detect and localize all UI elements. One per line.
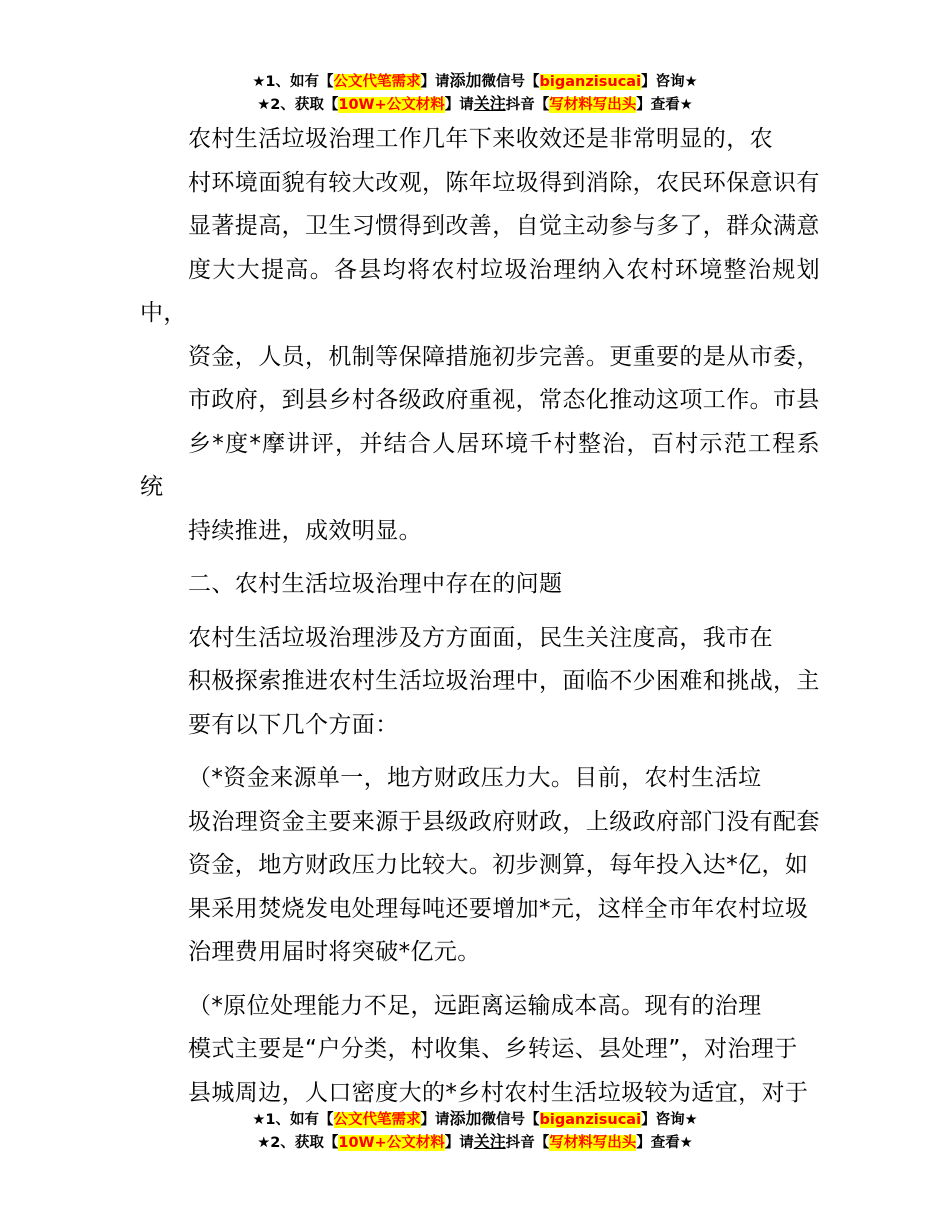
banner-text: 】查看★ <box>636 1135 693 1151</box>
banner-line-1 <box>0 1108 950 1131</box>
text-line: 要有以下几个方面： <box>188 711 399 738</box>
banner-text: 】咨询★ <box>641 74 698 90</box>
banner-emphasis: 关注 <box>473 94 506 113</box>
highlight-materials: 10W+公文材料 <box>338 97 445 113</box>
banner-text: ★1、如有【 <box>252 1112 334 1128</box>
text-line: 积极探索推进农村生活垃圾治理中，面临不少困难和挑战，主 <box>188 668 820 694</box>
highlight-materials: 10W+公文材料 <box>338 1135 445 1151</box>
banner-text: ★1、如有【 <box>252 74 334 90</box>
banner-text: 】查看★ <box>636 97 693 113</box>
highlight-douyin-account: 写材料写出头 <box>549 1135 637 1151</box>
highlight-wechat-id: biganzisucai <box>539 1112 642 1128</box>
text-line: 市政府，到县乡村各级政府重视，常态化推动这项工作。市县 <box>188 387 820 413</box>
text-line: （*原位处理能力不足，远距离运输成本高。现有的治理 <box>188 992 762 1019</box>
paragraph-achievements <box>140 118 820 553</box>
highlight-wechat-id: biganzisucai <box>539 74 642 90</box>
heading-text: 二、农村生活垃圾治理中存在的问题 <box>188 571 563 597</box>
text-line: 农村生活垃圾治理工作几年下来收效还是非常明显的，农 <box>188 126 773 152</box>
paragraph-intro <box>140 617 820 748</box>
banner-text: 】请 <box>444 97 474 113</box>
paragraph-processing <box>140 985 820 1116</box>
banner-emphasis: 添加 <box>449 71 482 90</box>
banner-text: 】咨询★ <box>641 1112 698 1128</box>
footer-banner <box>0 1108 950 1154</box>
header-banner <box>0 70 950 116</box>
text-line: 持续推进，成效明显。 <box>188 517 422 544</box>
text-line: 农村生活垃圾治理涉及方方面面，民生关注度高，我市在 <box>188 624 773 651</box>
text-line: 乡*度*摩讲评，并结合人居环境千村整治，百村示范工程系统 <box>140 430 820 500</box>
text-line: 圾治理资金主要来源于县级政府财政，上级政府部门没有配套 <box>188 808 820 835</box>
banner-text: 抖音【 <box>505 1135 550 1151</box>
banner-text: ★2、获取【 <box>257 1135 339 1151</box>
banner-emphasis: 添加 <box>449 1109 482 1128</box>
paragraph-funding <box>140 757 820 975</box>
banner-line-2 <box>0 93 950 116</box>
text-line: 村环境面貌有较大改观，陈年垃圾得到消除，农民环保意识有 <box>188 169 820 196</box>
banner-emphasis: 关注 <box>473 1132 506 1151</box>
banner-text: ★2、获取【 <box>257 97 339 113</box>
document-body <box>140 118 820 1125</box>
text-line: 资金，地方财政压力比较大。初步测算，每年投入达*亿，如 <box>188 852 809 878</box>
banner-line-2 <box>0 1131 950 1154</box>
banner-text: 微信号【 <box>481 74 540 90</box>
text-line: 县城周边，人口密度大的*乡村农村生活垃圾较为适宜，对于 <box>188 1079 809 1106</box>
text-line: 果采用焚烧发电处理每吨还要增加*元，这样全市年农村垃圾 <box>188 895 809 922</box>
text-line: 度大大提高。各县均将农村垃圾治理纳入农村环境整治规划中， <box>140 256 820 326</box>
banner-text: 微信号【 <box>481 1112 540 1128</box>
banner-text: 】请 <box>444 1135 474 1151</box>
banner-text: 】请 <box>420 74 450 90</box>
text-line: 治理费用届时将突破*亿元。 <box>188 939 481 965</box>
text-line: 模式主要是“户分类，村收集、乡转运、县处理”，对治理于 <box>188 1036 798 1062</box>
banner-text: 抖音【 <box>505 97 550 113</box>
banner-line-1 <box>0 70 950 93</box>
highlight-service: 公文代笔需求 <box>333 1112 421 1128</box>
highlight-service: 公文代笔需求 <box>333 74 421 90</box>
text-line: （*资金来源单一，地方财政压力大。目前，农村生活垃 <box>188 765 762 791</box>
banner-text: 】请 <box>420 1112 450 1128</box>
text-line: 资金，人员，机制等保障措施初步完善。更重要的是从市委， <box>188 343 820 370</box>
section-heading <box>140 563 820 607</box>
text-line: 显著提高，卫生习惯得到改善，自觉主动参与多了，群众满意 <box>188 213 820 239</box>
highlight-douyin-account: 写材料写出头 <box>549 97 637 113</box>
